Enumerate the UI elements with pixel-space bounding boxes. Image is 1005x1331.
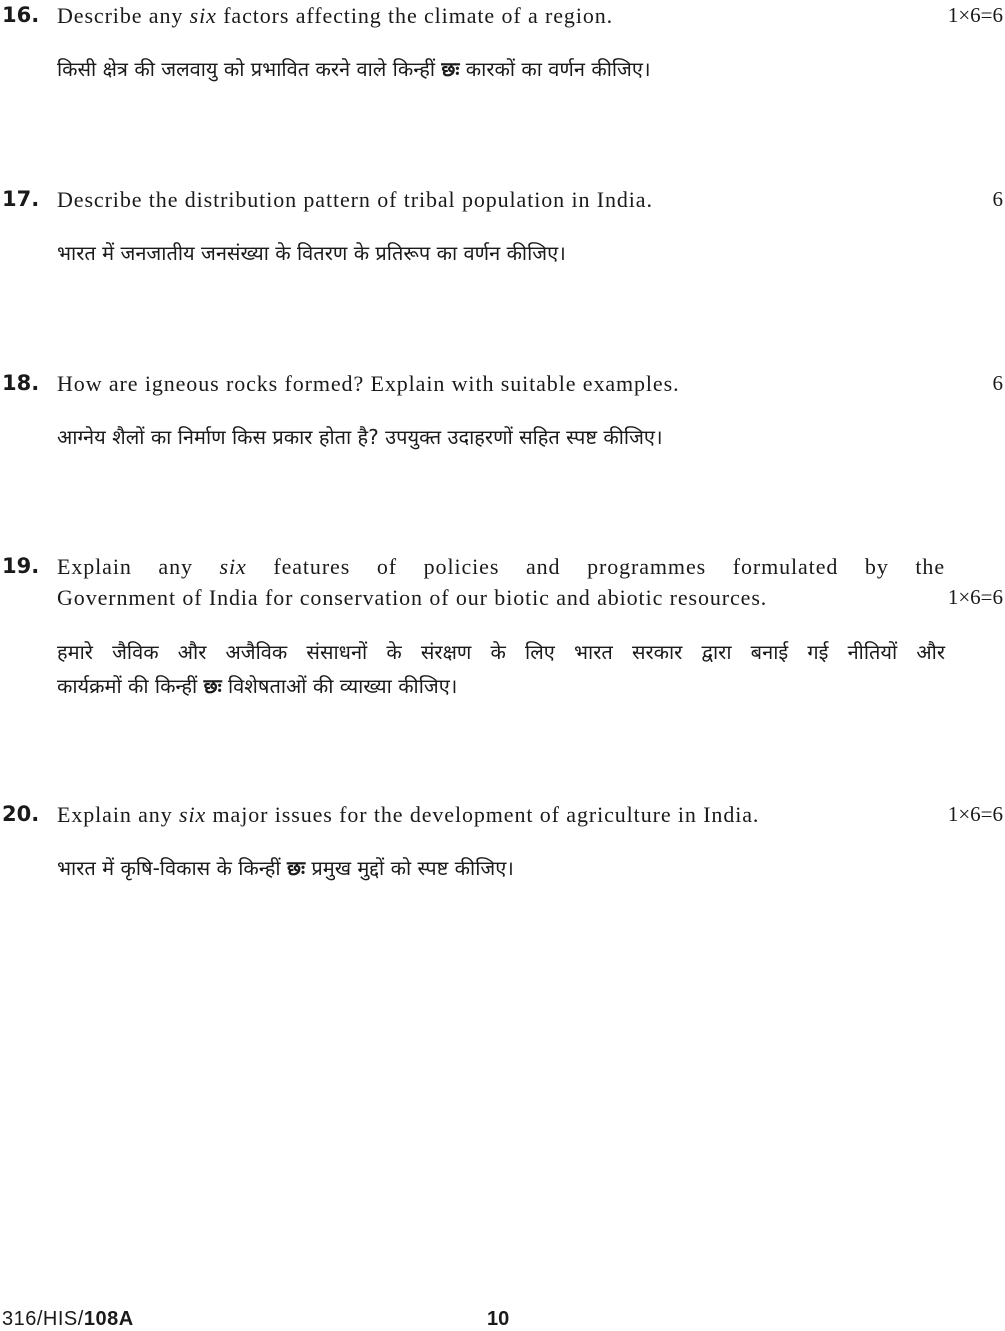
question-text-hindi: किसी क्षेत्र की जलवायु को प्रभावित करने वाले किन्हीं छः कारकों का वर्णन कीजिए। bbox=[57, 57, 651, 81]
question-text-hindi: हमारे जैविक और अजैविक संसाधनों के संरक्षण के लिए भारत सरकार द्वारा बनाई गई नीतियों और कार्यक्रमों की किन्हीं छः विशेषताओं की व्याख्या कीजिए। bbox=[57, 640, 945, 698]
question-marks: 1×6=6 bbox=[947, 802, 1003, 826]
paper-code: 316/HIS/108A bbox=[2, 1308, 134, 1330]
question-number: 16. bbox=[2, 3, 40, 27]
question-number: 19. bbox=[2, 554, 40, 578]
question-text-english: Describe the distribution pattern of tribal population in India. bbox=[57, 187, 653, 212]
question-text-english: Describe any six factors affecting the climate of a region. bbox=[57, 3, 614, 28]
emphasis-word-hindi: छः bbox=[441, 57, 460, 81]
question-number: 20. bbox=[2, 802, 40, 826]
question-text-english: Explain any six major issues for the development of agriculture in India. bbox=[57, 802, 760, 827]
question-marks: 6 bbox=[992, 187, 1003, 211]
question-marks: 6 bbox=[992, 371, 1003, 395]
question-marks: 1×6=6 bbox=[947, 585, 1003, 609]
emphasis-word: six bbox=[179, 802, 207, 827]
question-marks: 1×6=6 bbox=[947, 3, 1003, 27]
question-text-hindi: भारत में जनजातीय जनसंख्या के वितरण के प्रतिरूप का वर्णन कीजिए। bbox=[57, 241, 566, 265]
emphasis-word-hindi: छः bbox=[286, 856, 305, 880]
question-text-english: Explain any six features of policies and programmes formulated by the Government of India for conservation of our biotic and abiotic resources. bbox=[57, 554, 945, 610]
page-number: 10 bbox=[487, 1308, 510, 1330]
question-number: 17. bbox=[2, 187, 40, 211]
question-text-english: How are igneous rocks formed? Explain with suitable examples. bbox=[57, 371, 680, 396]
emphasis-word-hindi: छः bbox=[203, 674, 222, 698]
emphasis-word: six bbox=[189, 3, 217, 28]
question-text-hindi: आग्नेय शैलों का निर्माण किस प्रकार होता है? उपयुक्त उदाहरणों सहित स्पष्ट कीजिए। bbox=[57, 425, 663, 449]
emphasis-word: six bbox=[219, 554, 247, 579]
question-number: 18. bbox=[2, 371, 40, 395]
question-text-hindi: भारत में कृषि-विकास के किन्हीं छः प्रमुख मुद्दों को स्पष्ट कीजिए। bbox=[57, 856, 514, 880]
